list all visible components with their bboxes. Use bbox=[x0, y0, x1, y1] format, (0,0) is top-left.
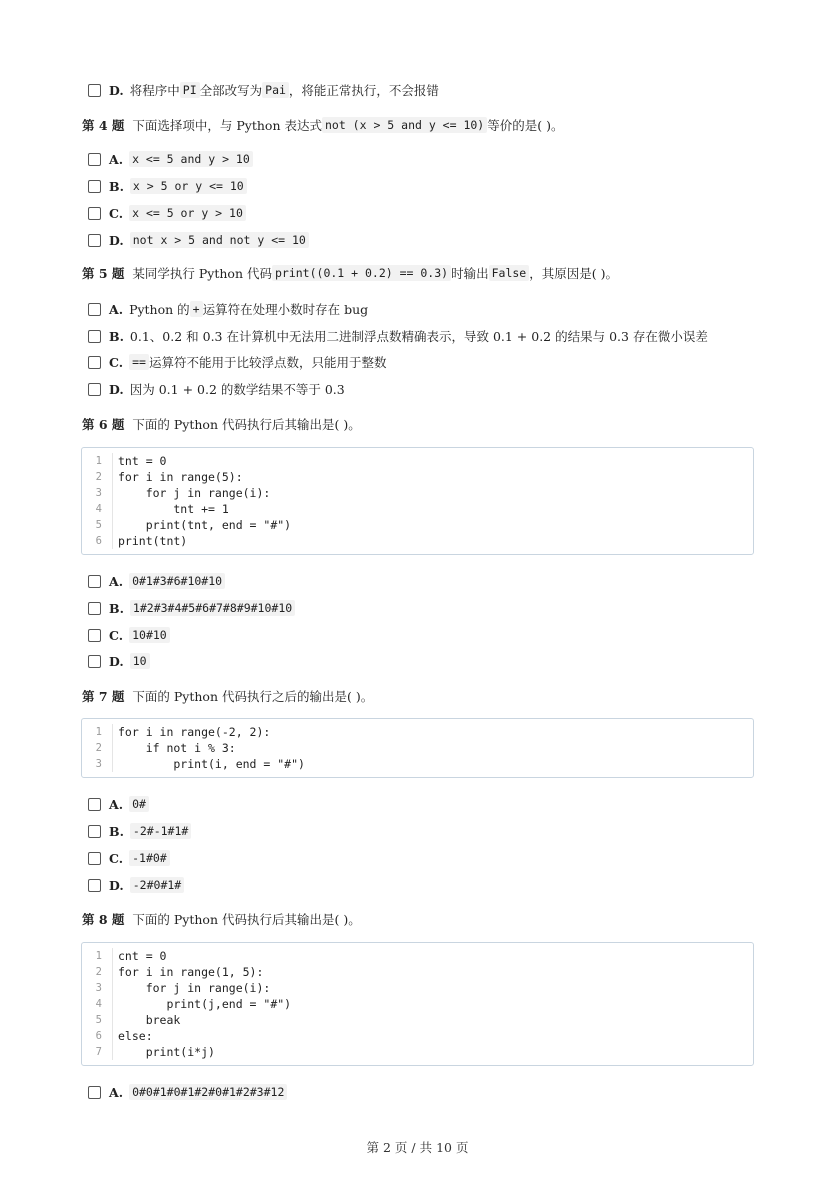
question-6-heading bbox=[82, 415, 361, 433]
option-text: Python 的 bbox=[129, 302, 190, 317]
page-footer: 第 2 页 / 共 10 页 bbox=[366, 1140, 469, 1155]
checkbox[interactable] bbox=[88, 602, 101, 615]
inline-code: PI bbox=[180, 82, 200, 98]
inline-code: print((0.1 + 0.2) == 0.3) bbox=[272, 265, 451, 281]
checkbox[interactable] bbox=[88, 383, 101, 396]
line-number: 6 bbox=[95, 1030, 102, 1042]
option-letter: A. bbox=[109, 573, 124, 589]
q3-option-d[interactable] bbox=[88, 81, 439, 99]
code-text: for i in range(5): bbox=[118, 470, 243, 484]
question-8-heading bbox=[82, 910, 361, 928]
q7-code-block bbox=[81, 718, 754, 778]
option-code: x > 5 or y <= 10 bbox=[130, 178, 247, 194]
inline-code: False bbox=[489, 265, 530, 281]
option-code: 1#2#3#4#5#6#7#8#9#10#10 bbox=[130, 600, 295, 616]
q5-option-c[interactable] bbox=[88, 353, 386, 371]
inline-code: not (x > 5 and y <= 10) bbox=[322, 117, 487, 133]
question-text: ，其原因是( )。 bbox=[529, 266, 618, 281]
question-number: 第 8 题 bbox=[82, 912, 125, 927]
code-line bbox=[82, 501, 753, 517]
code-text: break bbox=[118, 1013, 181, 1027]
option-letter: B. bbox=[109, 823, 124, 839]
q4-option-c[interactable] bbox=[88, 204, 246, 222]
q5-option-b[interactable] bbox=[88, 327, 708, 345]
line-number: 1 bbox=[95, 950, 102, 962]
code-text: tnt = 0 bbox=[118, 454, 167, 468]
code-line bbox=[82, 964, 753, 980]
question-5-heading bbox=[82, 264, 618, 282]
option-code: 10 bbox=[130, 653, 150, 669]
line-number: 2 bbox=[95, 742, 102, 754]
inline-code: Pai bbox=[262, 82, 289, 98]
q7-option-d[interactable] bbox=[88, 876, 184, 894]
checkbox[interactable] bbox=[88, 1086, 101, 1099]
checkbox[interactable] bbox=[88, 798, 101, 811]
checkbox[interactable] bbox=[88, 852, 101, 865]
option-text: 0.1、0.2 和 0.3 在计算机中无法用二进制浮点数精确表示，导致 0.1 + 0.2 的结果与 0.3 存在微小误差 bbox=[129, 329, 708, 344]
q4-option-d[interactable] bbox=[88, 231, 309, 249]
option-code: 0#1#3#6#10#10 bbox=[129, 573, 225, 589]
code-line bbox=[82, 756, 753, 772]
code-line bbox=[82, 517, 753, 533]
option-letter: A. bbox=[109, 1084, 124, 1100]
code-text: for i in range(1, 5): bbox=[118, 965, 264, 979]
checkbox[interactable] bbox=[88, 825, 101, 838]
checkbox[interactable] bbox=[88, 629, 101, 642]
q8-code-block bbox=[81, 942, 754, 1066]
code-line bbox=[82, 1028, 753, 1044]
code-line bbox=[82, 996, 753, 1012]
q7-option-b[interactable] bbox=[88, 822, 191, 840]
q7-option-a[interactable] bbox=[88, 795, 149, 813]
q6-option-b[interactable] bbox=[88, 599, 295, 617]
option-letter: A. bbox=[109, 301, 124, 317]
option-letter: D. bbox=[109, 381, 124, 397]
option-letter: C. bbox=[109, 205, 124, 221]
option-letter: A. bbox=[109, 151, 124, 167]
line-number: 3 bbox=[95, 487, 102, 499]
code-line bbox=[82, 980, 753, 996]
question-number: 第 5 题 bbox=[82, 266, 125, 281]
option-letter: B. bbox=[109, 600, 124, 616]
q5-option-d[interactable] bbox=[88, 380, 345, 398]
option-text: 全部改写为 bbox=[199, 83, 263, 98]
code-line bbox=[82, 453, 753, 469]
option-letter: A. bbox=[109, 796, 124, 812]
code-text: tnt += 1 bbox=[118, 502, 229, 516]
question-text: 等价的是( )。 bbox=[487, 118, 564, 133]
question-number: 第 4 题 bbox=[82, 118, 125, 133]
inline-code: == bbox=[129, 354, 149, 370]
question-7-heading bbox=[82, 687, 373, 705]
q5-option-a[interactable] bbox=[88, 300, 368, 318]
code-text: print(tnt) bbox=[118, 534, 188, 548]
option-code: 10#10 bbox=[129, 627, 170, 643]
line-number: 4 bbox=[95, 998, 102, 1010]
code-line bbox=[82, 740, 753, 756]
checkbox[interactable] bbox=[88, 356, 101, 369]
option-code: not x > 5 and not y <= 10 bbox=[130, 232, 309, 248]
option-code: x <= 5 or y > 10 bbox=[129, 205, 246, 221]
line-number: 3 bbox=[95, 982, 102, 994]
option-letter: C. bbox=[109, 354, 124, 370]
q6-option-a[interactable] bbox=[88, 572, 225, 590]
line-number: 6 bbox=[95, 535, 102, 547]
code-text: cnt = 0 bbox=[118, 949, 167, 963]
question-4-heading bbox=[82, 116, 563, 134]
option-code: -2#0#1# bbox=[130, 877, 184, 893]
line-number: 2 bbox=[95, 471, 102, 483]
checkbox[interactable] bbox=[88, 303, 101, 316]
option-letter: B. bbox=[109, 178, 124, 194]
code-text: for j in range(i): bbox=[118, 486, 271, 500]
question-text: 时输出 bbox=[451, 266, 489, 281]
option-letter: D. bbox=[109, 232, 124, 248]
option-text: 运算符不能用于比较浮点数，只能用于整数 bbox=[148, 355, 387, 370]
option-text: ，将能正常执行，不会报错 bbox=[288, 83, 439, 98]
q8-option-a[interactable] bbox=[88, 1083, 287, 1101]
code-text: print(i, end = "#") bbox=[118, 757, 305, 771]
checkbox[interactable] bbox=[88, 879, 101, 892]
code-text: else: bbox=[118, 1029, 153, 1043]
code-text: for j in range(i): bbox=[118, 981, 271, 995]
code-line bbox=[82, 469, 753, 485]
option-code: -2#-1#1# bbox=[130, 823, 191, 839]
line-number: 4 bbox=[95, 503, 102, 515]
line-number: 3 bbox=[95, 758, 102, 770]
question-text: 下面选择项中，与 Python 表达式 bbox=[132, 118, 322, 133]
code-text: print(tnt, end = "#") bbox=[118, 518, 292, 532]
q4-option-a[interactable] bbox=[88, 150, 253, 168]
option-text: 运算符在处理小数时存在 bug bbox=[202, 302, 369, 317]
checkbox[interactable] bbox=[88, 207, 101, 220]
checkbox[interactable] bbox=[88, 330, 101, 343]
q6-option-c[interactable] bbox=[88, 626, 170, 644]
option-letter: C. bbox=[109, 850, 124, 866]
q6-option-d[interactable] bbox=[88, 652, 150, 670]
q4-option-b[interactable] bbox=[88, 177, 247, 195]
question-number: 第 7 题 bbox=[82, 689, 125, 704]
code-text: for i in range(-2, 2): bbox=[118, 725, 271, 739]
checkbox[interactable] bbox=[88, 84, 101, 97]
question-number: 第 6 题 bbox=[82, 417, 125, 432]
q6-code-block bbox=[81, 447, 754, 555]
code-line bbox=[82, 1044, 753, 1060]
line-number: 2 bbox=[95, 966, 102, 978]
question-text: 下面的 Python 代码执行后其输出是( )。 bbox=[132, 912, 361, 927]
question-text: 下面的 Python 代码执行后其输出是( )。 bbox=[132, 417, 361, 432]
option-code: 0# bbox=[129, 796, 149, 812]
option-text: 将程序中 bbox=[129, 83, 180, 98]
option-letter: D. bbox=[109, 653, 124, 669]
line-number: 1 bbox=[95, 726, 102, 738]
checkbox[interactable] bbox=[88, 234, 101, 247]
option-letter: D. bbox=[109, 877, 124, 893]
code-text: print(j,end = "#") bbox=[118, 997, 292, 1011]
line-number: 7 bbox=[95, 1046, 102, 1058]
checkbox[interactable] bbox=[88, 655, 101, 668]
code-line bbox=[82, 948, 753, 964]
q7-option-c[interactable] bbox=[88, 849, 170, 867]
question-text: 下面的 Python 代码执行之后的输出是( )。 bbox=[132, 689, 374, 704]
inline-code: + bbox=[190, 301, 203, 317]
line-number: 5 bbox=[95, 1014, 102, 1026]
option-letter: B. bbox=[109, 328, 124, 344]
code-line bbox=[82, 533, 753, 549]
code-text: print(i*j) bbox=[118, 1045, 215, 1059]
option-code: x <= 5 and y > 10 bbox=[129, 151, 253, 167]
option-letter: C. bbox=[109, 627, 124, 643]
question-text: 某同学执行 Python 代码 bbox=[132, 266, 272, 281]
checkbox[interactable] bbox=[88, 153, 101, 166]
code-text: if not i % 3: bbox=[118, 741, 236, 755]
line-number: 5 bbox=[95, 519, 102, 531]
checkbox[interactable] bbox=[88, 180, 101, 193]
code-line bbox=[82, 1012, 753, 1028]
option-letter: D. bbox=[109, 82, 124, 98]
checkbox[interactable] bbox=[88, 575, 101, 588]
option-code: -1#0# bbox=[129, 850, 170, 866]
line-number: 1 bbox=[95, 455, 102, 467]
option-text: 因为 0.1 + 0.2 的数学结果不等于 0.3 bbox=[129, 382, 345, 397]
code-line bbox=[82, 724, 753, 740]
code-line bbox=[82, 485, 753, 501]
option-code: 0#0#1#0#1#2#0#1#2#3#12 bbox=[129, 1084, 287, 1100]
